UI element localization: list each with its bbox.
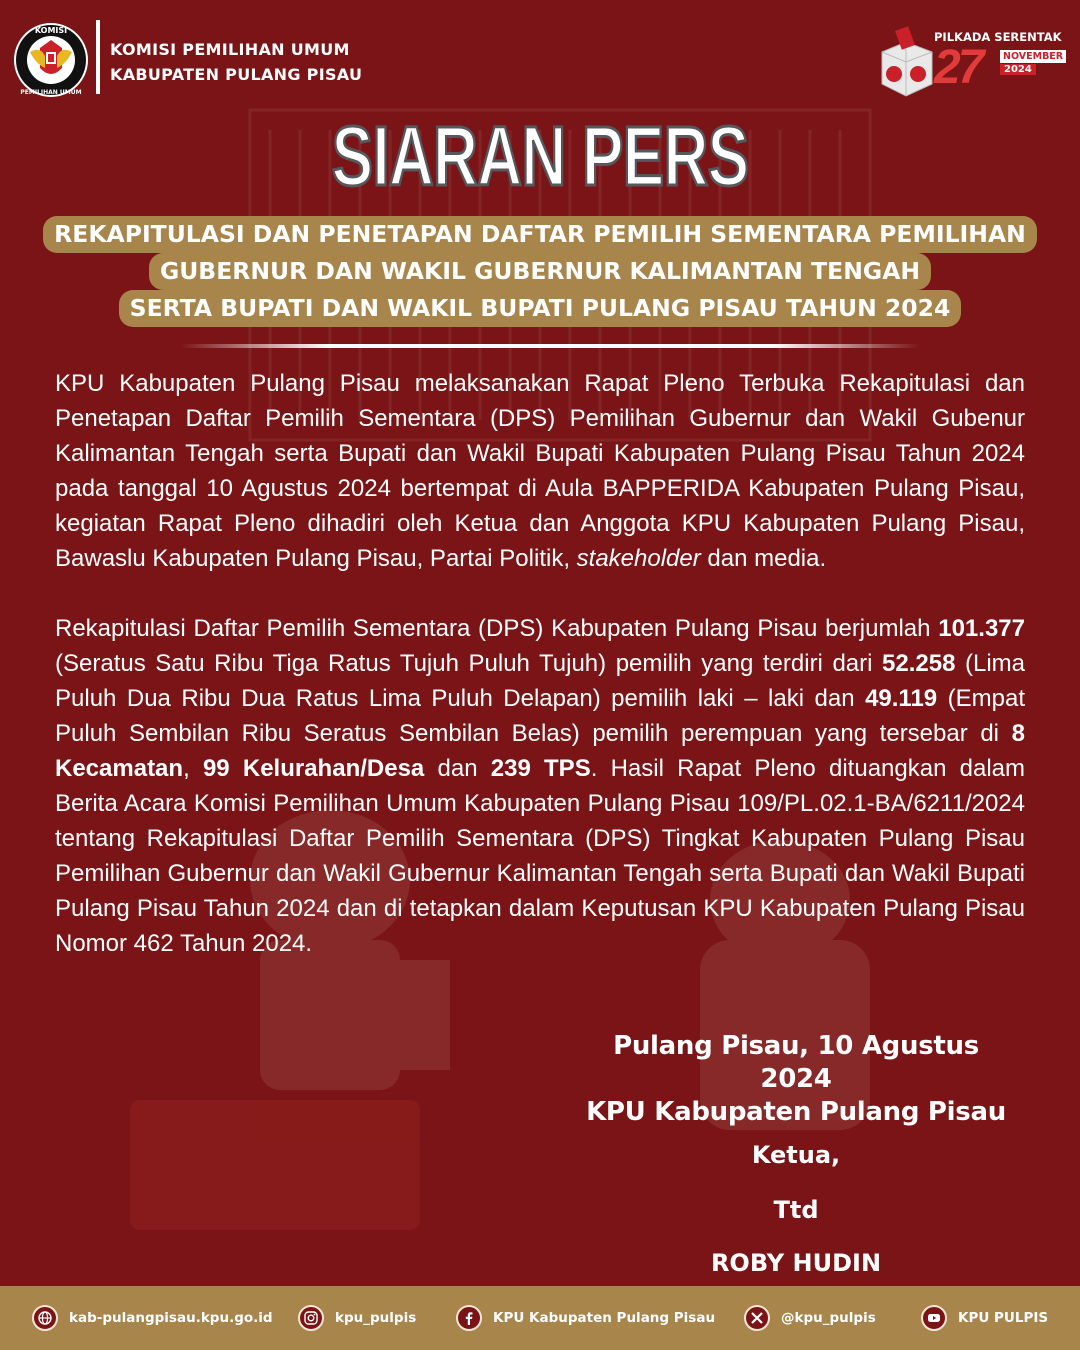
- pilkada-day: 27: [934, 41, 982, 94]
- svg-text:PEMILIHAN UMUM: PEMILIHAN UMUM: [20, 89, 82, 96]
- x-icon: [744, 1305, 770, 1331]
- org-line-2: KABUPATEN PULANG PISAU: [110, 65, 363, 84]
- press-release-body: [55, 366, 1025, 961]
- website-link[interactable]: [32, 1304, 273, 1332]
- instagram-text: kpu_pulpis: [335, 1310, 417, 1326]
- youtube-icon: [921, 1305, 947, 1331]
- facebook-icon: [456, 1305, 482, 1331]
- youtube-text: KPU PULPIS: [958, 1310, 1049, 1326]
- page-title: SIARAN PERS: [331, 109, 749, 203]
- signature-institution: KPU Kabupaten Pulang Pisau: [586, 1097, 1006, 1127]
- organization-name: [110, 37, 362, 87]
- svg-text:KOMISI: KOMISI: [34, 26, 68, 35]
- social-footer: [0, 1286, 1080, 1350]
- total-voters: 101.377: [938, 615, 1025, 642]
- youtube-link[interactable]: [921, 1304, 1048, 1332]
- signature-place-date: Pulang Pisau, 10 Agustus 2024: [613, 1031, 979, 1094]
- org-line-1: KOMISI PEMILIHAN UMUM: [110, 40, 350, 59]
- signature-block: [586, 1030, 1006, 1277]
- subtitle-line-2: GUBERNUR DAN WAKIL GUBERNUR KALIMANTAN TENGAH: [149, 253, 931, 290]
- kpu-logo-icon: [12, 18, 90, 102]
- instagram-link[interactable]: [298, 1304, 416, 1332]
- subtitle-line-1: REKAPITULASI DAN PENETAPAN DAFTAR PEMILIH SEMENTARA PEMILIHAN: [43, 216, 1037, 253]
- pilkada-year: 2024: [1000, 64, 1036, 75]
- ballot-box-icon: [876, 26, 936, 100]
- facebook-link[interactable]: [456, 1304, 715, 1332]
- kecamatan-count: 8 Kecamatan: [55, 720, 1025, 782]
- title-divider: [180, 344, 920, 348]
- x-text: @kpu_pulpis: [781, 1310, 876, 1326]
- kelurahan-count: 99 Kelurahan/Desa: [202, 755, 425, 782]
- subtitle-line-3: SERTA BUPATI DAN WAKIL BUPATI PULANG PISAU TAHUN 2024: [119, 290, 962, 327]
- header-divider: [96, 20, 100, 94]
- paragraph-2: Rekapitulasi Daftar Pemilih Sementara (DPS) Kabupaten Pulang Pisau berjumlah 101.377 (Seratus Satu Ribu Tiga Ratus Tujuh Puluh Tujuh) pemilih yang terdiri dari 52.258 (Lima Puluh Dua Ribu Dua Ratus Lima Puluh Delapan) pemilih laki – laki dan 49.119 (Empat Puluh Sembilan Ribu Seratus Sembilan Belas) pemilih perempuan yang tersebar di 8 Kecamatan, 99 Kelurahan/Desa dan 239 TPS. Hasil Rapat Pleno dituangkan dalam Berita Acara Komisi Pemilihan Umum Kabupaten Pulang Pisau 109/PL.02.1-BA/6211/2024 tentang Rekapitulasi Daftar Pemilih Sementara (DPS) Tingkat Kabupaten Pulang Pisau Pemilihan Gubernur dan Wakil Gubernur Kalimantan Tengah serta Bupati dan Wakil Bupati Pulang Pisau Tahun 2024 dan di tetapkan dalam Keputusan KPU Kabupaten Pulang Pisau Nomor 462 Tahun 2024.: [55, 615, 1026, 957]
- x-link[interactable]: [744, 1304, 876, 1332]
- facebook-text: KPU Kabupaten Pulang Pisau: [493, 1310, 716, 1326]
- paragraph-1: KPU Kabupaten Pulang Pisau melaksanakan Rapat Pleno Terbuka Rekapitulasi dan Penetapan Daftar Pemilih Sementara (DPS) Pemilihan Gubernur dan Wakil Gubenur Kalimantan Tengah serta Bupati dan Wakil Bupati Kabupaten Pulang Pisau Tahun 2024 pada tanggal 10 Agustus 2024 bertempat di Aula BAPPERIDA Kabupaten Pulang Pisau, kegiatan Rapat Pleno dihadiri oleh Ketua dan Anggota KPU Kabupaten Pulang Pisau, Bawaslu Kabupaten Pulang Pisau, Partai Politik, stakeholder dan media.: [55, 370, 1025, 572]
- male-voters: 52.258: [882, 650, 956, 677]
- female-voters: 49.119: [865, 685, 938, 712]
- pilkada-month: NOVEMBER: [1000, 50, 1066, 63]
- signatory-name: ROBY HUDIN: [710, 1249, 882, 1277]
- signature-ttd: Ttd: [773, 1196, 819, 1224]
- pilkada-label: PILKADA SERENTAK: [934, 30, 1062, 44]
- tps-count: 239 TPS: [490, 755, 591, 782]
- globe-icon: [32, 1305, 58, 1331]
- press-release-subtitle: [0, 216, 1080, 327]
- website-text: kab-pulangpisau.kpu.go.id: [69, 1310, 273, 1326]
- signature-role: Ketua,: [751, 1141, 841, 1169]
- instagram-icon: [298, 1305, 324, 1331]
- pilkada-badge: [876, 22, 1066, 102]
